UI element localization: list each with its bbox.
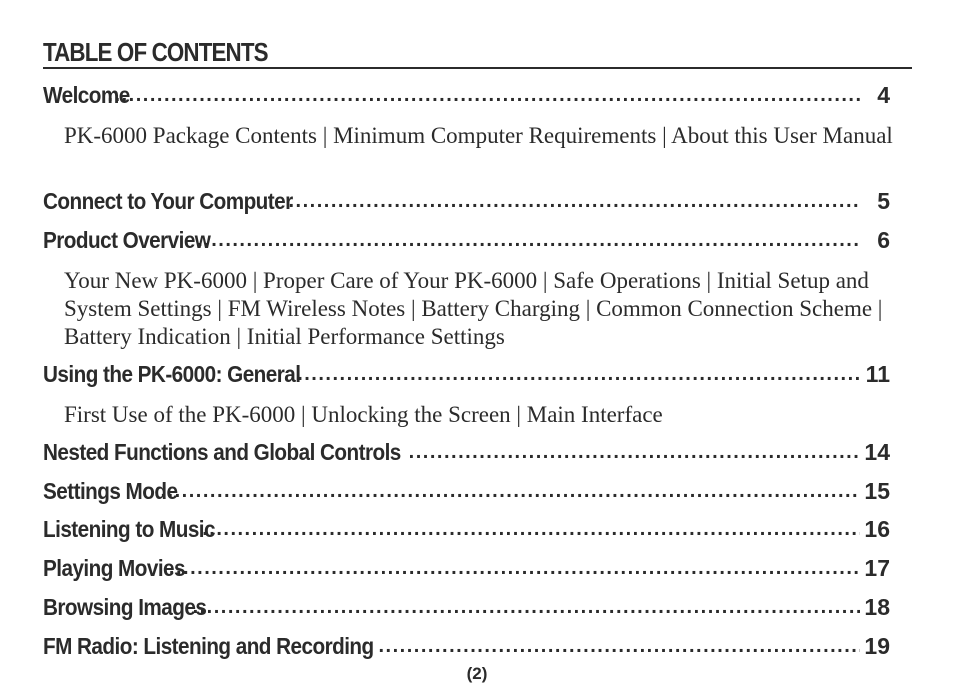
toc-subtopics-welcome: PK-6000 Package Contents | Minimum Computer Requirements | About this User Manual xyxy=(64,123,893,148)
toc-page-number: 11 xyxy=(865,361,890,387)
dot-leader xyxy=(161,476,861,506)
toc-page-number: 16 xyxy=(864,516,890,542)
toc-subtopics-product-overview: Your New PK-6000 | Proper Care of Your PK-6000 | Safe Operations | Initial Setup and System Settings | FM Wireless Notes | Battery Charging | Common Connection Scheme | Battery Indication | Initial Performance Settings xyxy=(64,268,883,349)
toc-entry-label: Connect to Your Computer xyxy=(43,188,293,214)
toc-subtopics-using-general: First Use of the PK-6000 | Unlocking the Screen | Main Interface xyxy=(64,402,663,427)
toc-entry-settings-mode[interactable] xyxy=(43,476,890,506)
page-number-footer: (2) xyxy=(466,664,488,683)
toc-entry-using-general[interactable] xyxy=(43,359,890,389)
toc-entry-connect[interactable] xyxy=(43,186,890,216)
toc-entry-label: Product Overview xyxy=(43,227,211,253)
dot-leader xyxy=(107,80,860,110)
dot-leader xyxy=(409,437,860,467)
dot-leader xyxy=(169,553,860,583)
toc-entry-fm-radio[interactable] xyxy=(43,631,890,661)
toc-entry-listening-music[interactable] xyxy=(43,514,890,544)
toc-page-number: 14 xyxy=(864,439,890,465)
dot-leader xyxy=(197,225,860,255)
toc-entry-welcome[interactable] xyxy=(43,80,890,110)
dot-leader xyxy=(297,359,860,389)
dot-leader xyxy=(288,186,860,216)
toc-entry-label: Playing Movies xyxy=(43,555,186,581)
toc-entry-label: Using the PK-6000: General xyxy=(43,361,301,387)
toc-entry-browsing-images[interactable] xyxy=(43,592,890,622)
toc-page-number: 19 xyxy=(864,633,890,659)
toc-entry-playing-movies[interactable] xyxy=(43,553,890,583)
toc-page-number: 15 xyxy=(864,478,890,504)
toc-page-number: 17 xyxy=(864,555,890,581)
page-title: TABLE OF CONTENTS xyxy=(43,38,912,69)
toc-entry-label: Nested Functions and Global Controls xyxy=(43,439,401,465)
toc-page-number: 6 xyxy=(877,227,890,253)
toc-page-number: 4 xyxy=(877,82,890,108)
toc-page-number: 18 xyxy=(864,594,890,620)
toc-entry-product-overview[interactable] xyxy=(43,225,890,255)
toc-page-number: 5 xyxy=(877,188,890,214)
toc-entry-label: Listening to Music xyxy=(43,516,215,542)
toc-entry-label: Welcome xyxy=(43,82,130,108)
toc-entry-label: Settings Mode xyxy=(43,478,178,504)
dot-leader xyxy=(202,514,860,544)
toc-entry-label: FM Radio: Listening and Recording xyxy=(43,633,374,659)
toc-entry-label: Browsing Images xyxy=(43,594,207,620)
dot-leader xyxy=(379,631,861,661)
toc-entry-nested-functions[interactable] xyxy=(43,437,890,467)
dot-leader xyxy=(193,592,860,622)
